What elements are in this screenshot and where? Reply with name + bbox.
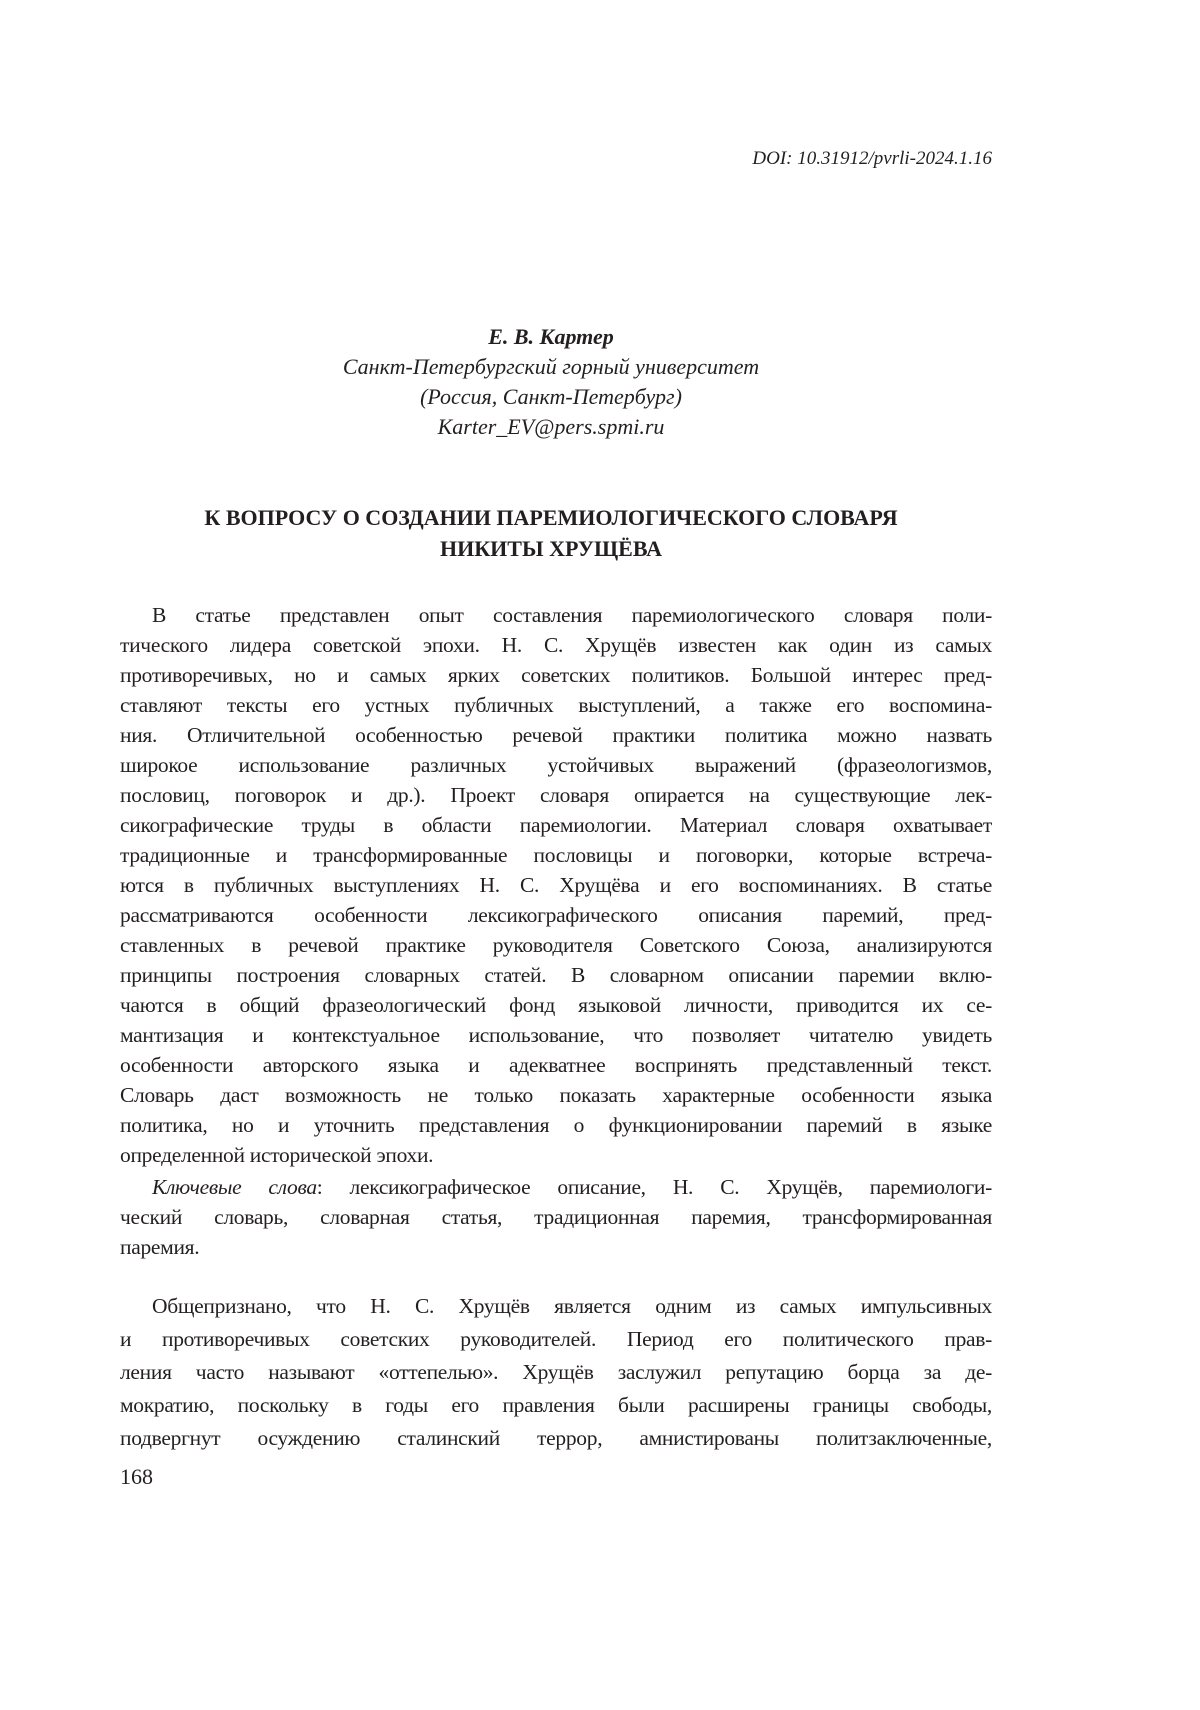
keywords-text: : лексикографическое описание, Н. С. Хрущёв, паремиологи- [316, 1175, 992, 1199]
text-line: подвергнут осуждению сталинский террор, амнистированы политзаключенные, [120, 1426, 992, 1450]
text-line: противоречивых, но и самых ярких советских политиков. Большой интерес пред- [120, 663, 992, 687]
text-line: ния. Отличительной особенностью речевой практики политика можно назвать [120, 723, 992, 747]
keywords-label: Ключевые слова [152, 1175, 317, 1199]
text-line: политика, но и уточнить представления о функционировании паремий в языке [120, 1113, 992, 1137]
article-title [0, 502, 1102, 564]
keywords-line: ческий словарь, словарная статья, традиционная паремия, трансформированная [120, 1205, 992, 1229]
title-line: НИКИТЫ ХРУЩЁВА [440, 536, 662, 561]
text-line: ставленных в речевой практике руководителя Советского Союза, анализируются [120, 933, 992, 957]
author-affiliation: Санкт-Петербургский горный университет [342, 354, 760, 379]
text-line: и противоречивых советских руководителей. Период его политического прав- [120, 1327, 992, 1351]
author-email: Karter_EV@pers.spmi.ru [437, 414, 665, 439]
keywords-line [120, 1172, 992, 1202]
text-line: ются в публичных выступлениях Н. С. Хрущёва и его воспоминаниях. В статье [120, 873, 992, 897]
text-line: Общепризнано, что Н. С. Хрущёв является одним из самых импульсивных [152, 1294, 992, 1318]
keywords [120, 1172, 992, 1262]
text-line: В статье представлен опыт составления паремиологического словаря поли- [152, 603, 992, 627]
title-line: К ВОПРОСУ О СОЗДАНИИ ПАРЕМИОЛОГИЧЕСКОГО СЛОВАРЯ [204, 505, 898, 530]
keywords-line: паремия. [120, 1235, 200, 1259]
text-line: ставляют тексты его устных публичных выступлений, а также его воспомина- [120, 693, 992, 717]
text-line: определенной исторической эпохи. [120, 1143, 434, 1167]
author-block [0, 322, 1102, 442]
text-line: ления часто называют «оттепелью». Хрущёв заслужил репутацию борца за де- [120, 1360, 992, 1384]
text-line: пословиц, поговорок и др.). Проект словаря опирается на существующие лек- [120, 783, 992, 807]
doi: DOI: 10.31912/pvrli-2024.1.16 [752, 148, 992, 169]
text-line: традиционные и трансформированные пословицы и поговорки, которые встреча- [120, 843, 992, 867]
author-location: (Россия, Санкт-Петербург) [420, 384, 682, 409]
text-line: принципы построения словарных статей. В словарном описании паремии вклю- [120, 963, 992, 987]
text-line: рассматриваются особенности лексикографического описания паремий, пред- [120, 903, 992, 927]
text-line: Словарь даст возможность не только показать характерные особенности языка [120, 1083, 992, 1107]
text-line: особенности авторского языка и адекватнее воспринять представленный текст. [120, 1053, 992, 1077]
body-text [120, 1290, 992, 1455]
text-line: сикографические труды в области паремиологии. Материал словаря охватывает [120, 813, 992, 837]
author-name: Е. В. Картер [488, 324, 614, 349]
text-line: мократию, поскольку в годы его правления были расширены границы свободы, [120, 1393, 992, 1417]
text-line: тического лидера советской эпохи. Н. С. Хрущёв известен как один из самых [120, 633, 992, 657]
abstract [120, 600, 992, 1170]
text-line: широкое использование различных устойчивых выражений (фразеологизмов, [120, 753, 992, 777]
text-line: мантизация и контекстуальное использование, что позволяет читателю увидеть [120, 1023, 992, 1047]
page-number: 168 [120, 1464, 153, 1489]
text-line: чаются в общий фразеологический фонд языковой личности, приводится их се- [120, 993, 992, 1017]
